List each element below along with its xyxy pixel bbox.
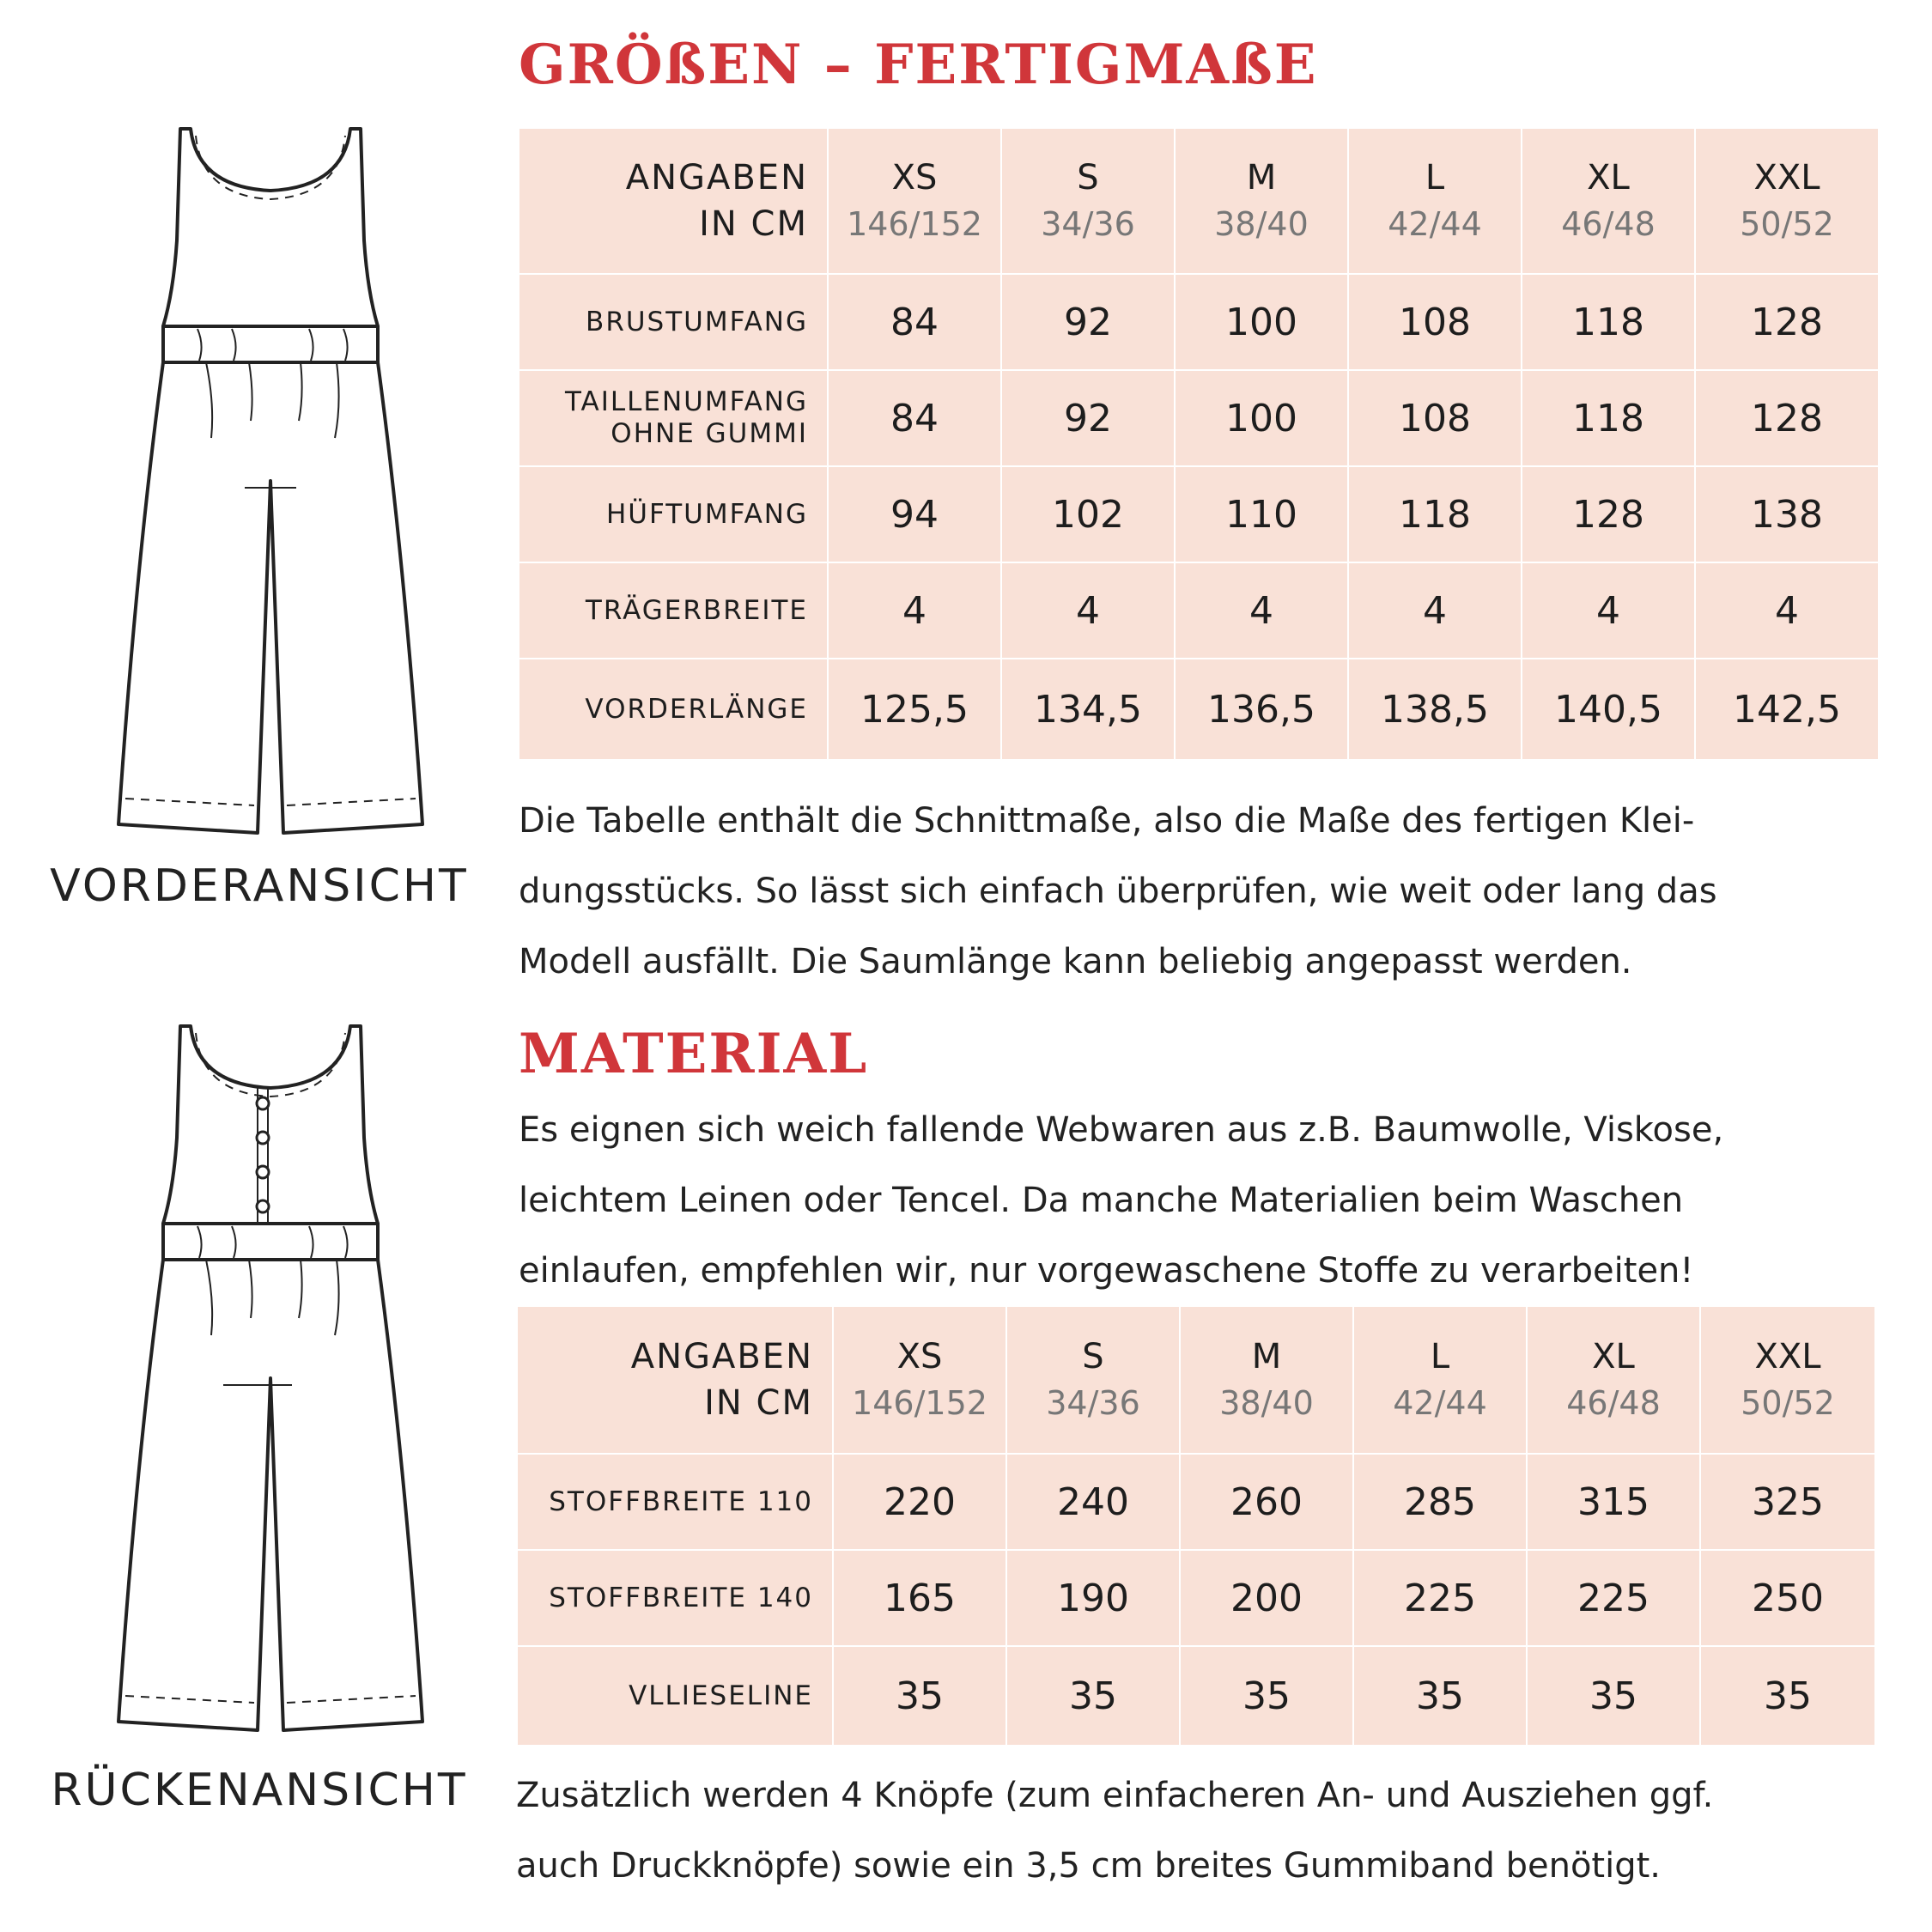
- table-cell: 35: [1353, 1646, 1527, 1746]
- table-cell: 108: [1348, 370, 1522, 466]
- row-label: VORDERLÄNGE: [519, 659, 828, 760]
- table-cell: 35: [1700, 1646, 1875, 1746]
- table-cell: 94: [828, 466, 1001, 562]
- table-cell: 84: [828, 274, 1001, 370]
- material-table: [516, 1305, 1876, 1747]
- jumpsuit-front-illustration: [94, 120, 447, 841]
- units-label: ANGABEN IN CM: [519, 128, 828, 274]
- table-cell: 128: [1522, 466, 1695, 562]
- table-cell: 35: [833, 1646, 1006, 1746]
- size-column-header: XL 46/48: [1527, 1306, 1700, 1454]
- text-line: dungsstücks. So lässt sich einfach überprüfen, wie weit oder lang das: [519, 872, 1717, 911]
- table-row: [519, 562, 1879, 659]
- table-cell: 315: [1527, 1454, 1700, 1550]
- size-column-header: S 34/36: [1006, 1306, 1180, 1454]
- table-cell: 108: [1348, 274, 1522, 370]
- table-cell: 35: [1006, 1646, 1180, 1746]
- table-cell: 118: [1522, 370, 1695, 466]
- row-label: VLLIESELINE: [517, 1646, 833, 1746]
- size-column-header: M 38/40: [1180, 1306, 1353, 1454]
- table-cell: 134,5: [1001, 659, 1175, 760]
- table-cell: 4: [1175, 562, 1348, 659]
- table-cell: 128: [1695, 370, 1879, 466]
- text-line: Zusätzlich werden 4 Knöpfe (zum einfacheren An- und Ausziehen ggf.: [516, 1776, 1714, 1815]
- row-label: STOFFBREITE 110: [517, 1454, 833, 1550]
- size-column-header: L 42/44: [1353, 1306, 1527, 1454]
- jumpsuit-back-illustration: [94, 1018, 447, 1739]
- row-label: HÜFTUMFANG: [519, 466, 828, 562]
- table-cell: 142,5: [1695, 659, 1879, 760]
- text-line: Die Tabelle enthält die Schnittmaße, also die Maße des fertigen Klei-: [519, 801, 1695, 841]
- table-cell: 325: [1700, 1454, 1875, 1550]
- text-line: einlaufen, empfehlen wir, nur vorgewaschene Stoffe zu verarbeiten!: [519, 1251, 1694, 1291]
- extras-note: [516, 1760, 1713, 1901]
- table-row: [517, 1454, 1875, 1550]
- front-view-caption: VORDERANSICHT: [50, 860, 469, 912]
- material-note: [519, 1095, 1723, 1306]
- table-cell: 128: [1695, 274, 1879, 370]
- table-cell: 4: [1348, 562, 1522, 659]
- table-cell: 165: [833, 1550, 1006, 1646]
- table-cell: 92: [1001, 370, 1175, 466]
- table-cell: 100: [1175, 274, 1348, 370]
- table-cell: 118: [1522, 274, 1695, 370]
- sizes-heading: GRÖßEN – FERTIGMAßE: [519, 33, 1318, 97]
- table-cell: 4: [1522, 562, 1695, 659]
- table-cell: 225: [1353, 1550, 1527, 1646]
- table-cell: 285: [1353, 1454, 1527, 1550]
- table-row: [519, 370, 1879, 466]
- table-header-row: [519, 128, 1879, 274]
- table-row: [517, 1550, 1875, 1646]
- row-label: STOFFBREITE 140: [517, 1550, 833, 1646]
- row-label: TRÄGERBREITE: [519, 562, 828, 659]
- table-row: [519, 274, 1879, 370]
- table-cell: 92: [1001, 274, 1175, 370]
- table-cell: 225: [1527, 1550, 1700, 1646]
- table-cell: 140,5: [1522, 659, 1695, 760]
- table-cell: 260: [1180, 1454, 1353, 1550]
- table-cell: 240: [1006, 1454, 1180, 1550]
- sizes-note: [519, 786, 1717, 997]
- table-cell: 102: [1001, 466, 1175, 562]
- table-header-row: [517, 1306, 1875, 1454]
- table-cell: 136,5: [1175, 659, 1348, 760]
- material-heading: MATERIAL: [519, 1022, 869, 1086]
- back-view-caption: RÜCKENANSICHT: [51, 1765, 468, 1816]
- table-cell: 35: [1180, 1646, 1353, 1746]
- table-cell: 110: [1175, 466, 1348, 562]
- table-row: [517, 1646, 1875, 1746]
- row-label: TAILLENUMFANG OHNE GUMMI: [519, 370, 828, 466]
- table-cell: 118: [1348, 466, 1522, 562]
- size-column-header: L 42/44: [1348, 128, 1522, 274]
- row-label: BRUSTUMFANG: [519, 274, 828, 370]
- units-label: ANGABEN IN CM: [517, 1306, 833, 1454]
- table-cell: 190: [1006, 1550, 1180, 1646]
- table-row: [519, 659, 1879, 760]
- text-line: Es eignen sich weich fallende Webwaren aus z.B. Baumwolle, Viskose,: [519, 1110, 1724, 1150]
- size-column-header: XS 146/152: [828, 128, 1001, 274]
- size-column-header: XXL 50/52: [1695, 128, 1879, 274]
- size-column-header: XL 46/48: [1522, 128, 1695, 274]
- table-cell: 250: [1700, 1550, 1875, 1646]
- table-cell: 4: [828, 562, 1001, 659]
- text-line: auch Druckknöpfe) sowie ein 3,5 cm breites Gummiband benötigt.: [516, 1846, 1662, 1886]
- table-cell: 4: [1001, 562, 1175, 659]
- table-cell: 100: [1175, 370, 1348, 466]
- size-column-header: XXL 50/52: [1700, 1306, 1875, 1454]
- table-cell: 84: [828, 370, 1001, 466]
- table-cell: 200: [1180, 1550, 1353, 1646]
- table-cell: 138,5: [1348, 659, 1522, 760]
- size-column-header: S 34/36: [1001, 128, 1175, 274]
- table-row: [519, 466, 1879, 562]
- table-cell: 125,5: [828, 659, 1001, 760]
- size-column-header: XS 146/152: [833, 1306, 1006, 1454]
- text-line: leichtem Leinen oder Tencel. Da manche Materialien beim Waschen: [519, 1181, 1684, 1220]
- sizes-table: [518, 127, 1880, 761]
- table-cell: 4: [1695, 562, 1879, 659]
- table-cell: 220: [833, 1454, 1006, 1550]
- text-line: Modell ausfällt. Die Saumlänge kann beliebig angepasst werden.: [519, 942, 1632, 981]
- table-cell: 35: [1527, 1646, 1700, 1746]
- table-cell: 138: [1695, 466, 1879, 562]
- size-column-header: M 38/40: [1175, 128, 1348, 274]
